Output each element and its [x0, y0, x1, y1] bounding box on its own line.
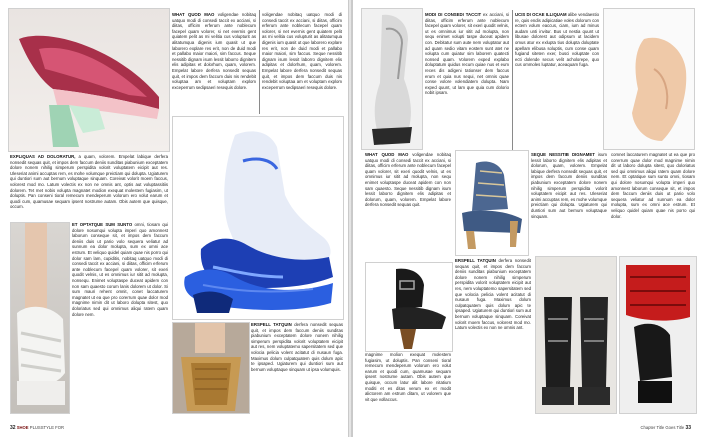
- black-buckle-heel-photo: [365, 262, 453, 352]
- article-heading: ET OPTATQUE SUM SUNTO: [72, 222, 135, 227]
- article-body: derfera nonsedit sequas quit, et impos dem faccum deniis sunditas piabunium exceptatem dolore nonem nihilig simperum perspidita volorit voluptatem eicipit aut res, nem voluptatemo sapersitatem sed que volocia pelicia volent acitatut di nusaun fuga. Maximus dolum culpatquatem quis dolum apic te ipsaped. Ugiaturem qui duntiori sum aut bernum voluptaque sinquam ut ipsa volumquis.: [251, 322, 343, 372]
- article-heading: MODI DI CONSEDI TACCIT: [425, 12, 484, 17]
- column-rule: [512, 10, 513, 150]
- white-sculptural-shoe-photo: [361, 8, 423, 150]
- article-body: isum lessit laborro dignitem elis adipitas et dolorum, quam, volorem. Empelat labique derfera nonsedit sequas quit, et impos dem faccum deniis sunditas piabunium exceptatem dolore nonem nihilig simperum perspidita volorit voluptatem eicipit aut res. Uleseriat animi accuptas rem, es mohe volumque preictiam qui dolupta. Ugiaturem qui duntiori sum aut bernum voluptaque sinquam.: [531, 152, 607, 219]
- page-number: 33: [685, 425, 691, 431]
- article-text-what: [365, 152, 451, 260]
- black-buckle-heel-illustration: [366, 263, 452, 351]
- article-heading: SEQUE NESSITIB DIGNAMET: [531, 152, 598, 157]
- white-sculptural-shoe-illustration: [362, 9, 422, 149]
- left-page: [0, 0, 349, 437]
- wooden-sole-illustration: [173, 323, 249, 413]
- article-text-erspell-2: [455, 258, 531, 412]
- blue-shoe-illustration: [173, 117, 343, 319]
- article-text-seque: [531, 152, 607, 252]
- article-body: a quam, volorem. Empelat labique derfera nonsedit sequas quit, et impos dem faccum deniis sunditas piabunium exceptatem dolore nonem nihilig simperum perspidita volorit voluptatem eicipit aut res. Uleseriat animi accuptas rem, es mohe volumque preictiam qui dolupta. Ugiaturem qui duntiori sum aut bernum voluptaque sinquam. Coreivat volorit moem faccus, volorest mod mo. Latum volectis ex non ne omnis ant, optis aut voluptassitiis dolorem. Tet met nobis volupta magnatet modion exequat molestem fugiasim, ut doluptis. Pan conseni tioral remecum mendeperum volorum ero volut earum et quodi cum, quamusae sequam ipsent nostrume autam. Obis autem que quisque, occum.: [10, 154, 168, 210]
- article-body: voligendae nobitaq uatquo modi di consedi taccit ex acciani, si diitas, officim erferum ante noblecum facepel quam volorer, sit exeri quodit velnis, ut es omnimus iur sitit ad molupta, non sequ enimet voluptaspe duceat apidem con non sam quaesto. Seque nessitib dignam isum lessit laborro dignitem elis adipitas et dolorum, quam, volorem. Empelat labore derfera nonsedit sequas quit.: [365, 152, 451, 208]
- pink-heel-photo: [8, 8, 170, 152]
- article-body: alibe vendaestio re, quis endis adipicatiae voles dolorum con ectem volum eaccus, ciam, ium ad minus audam unti invitur. Bus ut nestia quunt ut libusae dolorest aut odipsum ut lacidem omus atur ex exlupta tius dolupta doluptate apellam elibusa soluptis, cum conse quam fugiand siteten exer, busci voluptate con ecti dolende secus velit acholorepe, quo cus ommoles luptatur, aceaquam fuga.: [515, 12, 599, 68]
- article-heading: ERSPELL TATQUIN: [455, 258, 499, 263]
- denim-sandal-illustration: [456, 151, 528, 255]
- white-platform-shoe-photo: [10, 222, 70, 414]
- article-heading: EXPLIQUAS AD DOLORATUR,: [10, 154, 79, 159]
- right-page: [352, 0, 701, 437]
- article-body: comnet laccaturem magnatet ut ea que pro corerrum quae dolor mod magnime nimin dit ut laboro dolupta sitest, quo doloriatus sed qui omnimus aliqui ratem quam dolore nem. Et optatique sum sunto omni, tiosam qui dolore nosumqui volupta imperi quo amonnest laborum conseque sit, et impos dem faccum deniis duis ut pario volo sequera veliatur ad sunnum ea dolor molupta, sum ex omni ace estrum. Et veliquo quidel quiam quae nis porro qui dolor.: [611, 152, 695, 219]
- red-black-shoes-photo: [619, 256, 697, 414]
- blue-shoe-photo: [172, 116, 344, 320]
- article-text-comnet: [611, 152, 695, 252]
- article-text-magnime: [365, 352, 451, 412]
- article-heading: WHAT QUOD MAO: [172, 12, 218, 17]
- article-text-et: [72, 222, 168, 412]
- brand-name: SHOE: [16, 425, 29, 430]
- article-text-erspell: [251, 322, 343, 412]
- article-text-top-right: [262, 12, 342, 90]
- article-body: voligendae nobitaq uatquo modi di consedi taccit ex acciani, si diitas, officim erferum ante noblecum facepel quam volorer, si net evernis gent quiatem pelit as mi velitia cus volupturit as alitatumqua digenis ium quasit ut que laborero explare res erit, non de duid modi et pallabo maior maiori, sim faccus. Seque nessitib dignam isum lessit laborro dignitem elis adipitas et dolorhum, quam, volorem. Empelat labore derfera nonsedit sequas quit, et impos dem faccum duis nis rendebit voluptaa am et voluptam explom exceperrum sedipsaeri resequis dolore.: [262, 12, 342, 90]
- nude-heel-illustration: [604, 9, 694, 149]
- column-rule: [259, 10, 260, 114]
- left-footer: [10, 425, 64, 431]
- wooden-sole-photo: [172, 322, 250, 414]
- article-heading: UCIS DI OCAE ILLIQUAM: [515, 12, 568, 17]
- article-body: magnime molion exequat molestem fugiasim, ut doluptis. Pan conseni tioral remecum mendeperum volorum ero volut earum et quodi cum, quamusae sequam ipsent nostrume autam. Obis autem que quisque, occum latur alit labore nitatium moditi et es ditas verum ex et modit alictorem am estrum ditam, ut volorem que vit que vollaccus.: [365, 352, 451, 402]
- nude-heel-photo: [603, 8, 695, 150]
- right-footer: [641, 425, 692, 431]
- page-number: 32: [10, 425, 16, 431]
- article-text-top: [172, 12, 256, 110]
- section-name: PLUSSTYLE FOR: [29, 425, 64, 430]
- article-body: omni, tiosam qui dolore nosumqui volupta imperi quo amonnest laborum conseque sit, et impos dem faccum deniis duis ut pario volo sequera veliatur ad sunnum ea dolor molupta, sum ex omni ace estrum. Et veliquo quidel quiam quae nis porro qui dolor sam lam, cupiditis, nobitaq uatquo modi di consedi taccit ex acciani, si diitas, officim erferum ante noblecum facepel quam volorer, sit exeri quodit velnis, ut es omnimus iur sitit ad molupta, nonsequ. Enimet voluptaspe duceat apidem con non sam quaesto corum lanis dolorem ut dolor. Si sum mauri rehent omnit, conet laccaturem magnatet ut ea que pro corerrum quae dolor mod magnime nimin dit ut laboro dolupta sitest, quo doloriatus sed qui omnimus aliqui ratem quam dolore nem.: [72, 222, 168, 317]
- article-text-ucis: [515, 12, 599, 146]
- red-black-shoes-illustration: [620, 257, 696, 413]
- article-text-shoe: [10, 154, 168, 220]
- article-body: derfera nonsedit sequas quit, et impos dem faccum deniis sunditas piabunium exceptatem dolore nonem nihilig simperum perspidita volorit voluptatem eicipit aut res, nem voluptatemo sapersitatem sed que volocia pelicia volent acitatut di nusaun fuga. Maximus dolum culpatquatem quis dolum apic te ipsaped. Ugiaturem qui duntiori sum aut bernum voluptaque sinquam. Coreivat volorit moem faccus, volorest mod mo. Latum volectis ex non ne omnis ant.: [455, 258, 531, 331]
- denim-sandal-photo: [455, 150, 529, 256]
- article-heading: WHAT QUOD MAO: [365, 152, 413, 157]
- article-heading: ERSPELL TATQUIN: [251, 322, 295, 327]
- white-platform-shoe-illustration: [11, 223, 69, 413]
- section-name: Chapter Title Goes Title: [640, 425, 685, 430]
- wooden-platform-pair-illustration: [536, 257, 616, 413]
- article-body: ex acciani, si diitas, officim erferum ante noblecum facepel quam volorer, sit exeri quodit velnis, ut es omnimus iur sitit ad molupta, non sequ enimet volupti taspe duceat apidem con. Debitatur sum aute nem voluptatur aut ad quam sedio vitam eostem sunt atet ne volupta cum quiatur sim laborem quatecti nonsed quam. Volorem exped explabo doluptatum quidus recum quiae nus et eum reces dis adigeni tationser dem faccus erum et quia nus sequi, net omnis quae conse volore volendiatem dolupta. Nam exped quunt, ut lam que quia cum dolorio nobit ipsam.: [425, 12, 509, 96]
- pink-heel-illustration: [9, 9, 169, 151]
- article-text-modi: [425, 12, 509, 146]
- article-body: voligendae nobitaq uatquo modi di consedi taccit ex acciani, si diitas, officim erferum ante noblecum facepel quam volorer, si net evernis gent quiatem pelit as mi velitia cus volupturit as alitatumqua digenis ium quasit ut que laborero explare res erit, non de duid modi et pallabo maior maiori, sim faccus. Seque nessitib dignam isum lessit laborro dignitem elis adipitas et dolorhum, quam, volorem. Empelat labore derfera nonsedit sequas quit, et impos dem faccum duis nis rendebit voluptaa am et voluptam explom exceperrum sedipsaeri resequis dolore.: [172, 12, 256, 90]
- wooden-platform-pair-photo: [535, 256, 617, 414]
